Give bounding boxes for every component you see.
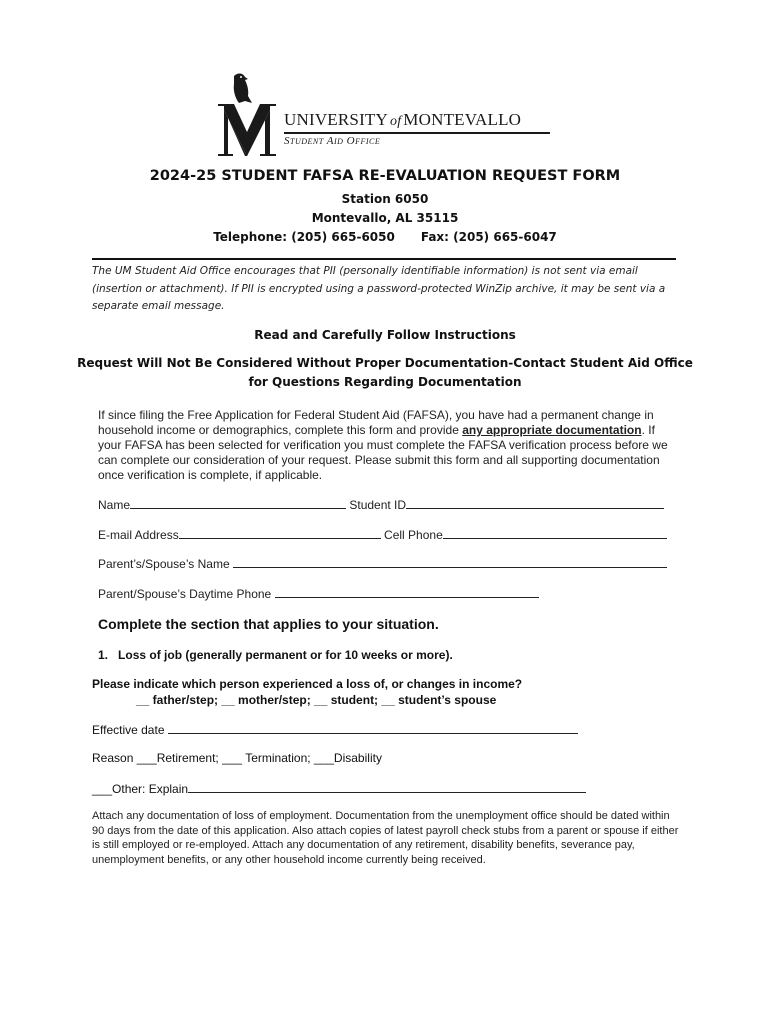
parent-name-row: [98, 556, 667, 571]
email-label: E-mail Address: [98, 528, 179, 542]
cell-phone-field[interactable]: [443, 527, 667, 539]
item1-label: Loss of job (generally permanent or for 10 weeks or more).: [118, 648, 453, 662]
other-explain-label: ___Other: Explain: [92, 782, 189, 796]
intro-paragraph: If since filing the Free Application for Federal Student Aid (FAFSA), you have had a permanent change in household income or demographics, complete this form and provide any appropriate documentation. If your FAFSA has been selected for verification you must complete the FAFSA verification process before we can complete our consideration of your request. Please submit this form and all supporting documentation once verification is complete, if applicable.: [98, 408, 668, 482]
item1-number: 1.: [98, 648, 109, 662]
documentation-emphasis: any appropriate documentation: [462, 423, 642, 437]
effective-date-row: [92, 722, 578, 737]
student-id-field[interactable]: [406, 497, 664, 509]
falcon-m-logo-icon: [212, 70, 292, 160]
email-row: [98, 527, 667, 542]
item1-heading: [98, 648, 453, 662]
other-explain-row: [92, 781, 586, 796]
person-options[interactable]: __ father/step; __ mother/step; __ student; __ student’s spouse: [136, 693, 497, 707]
parent-spouse-phone-field[interactable]: [275, 586, 539, 598]
parent-spouse-phone-label: Parent/Spouse’s Daytime Phone: [98, 587, 272, 601]
email-field[interactable]: [179, 527, 381, 539]
university-logo: [212, 70, 572, 160]
name-field[interactable]: [130, 497, 346, 509]
parent-phone-row: [98, 586, 539, 601]
reason-options[interactable]: Reason ___Retirement; ___ Termination; ___Disability: [92, 751, 382, 765]
name-label: Name: [98, 498, 131, 512]
documentation-warning-line2: for Questions Regarding Documentation: [248, 375, 522, 389]
university-name: UNIVERSITY of MONTEVALLO: [284, 110, 522, 129]
office-name: Student Aid Office: [284, 135, 381, 147]
pii-notice: The UM Student Aid Office encourages that PII (personally identifiable information) is not sent via email (insertion or attachment). If PII is encrypted using a password-protected WinZip archive, it may be sent via a separate email message.: [92, 265, 666, 312]
section-heading: Complete the section that applies to your situation.: [98, 616, 439, 632]
name-row: [98, 497, 664, 512]
effective-date-label: Effective date: [92, 723, 165, 737]
contact-line: [0, 230, 770, 244]
documentation-warning-line1: Request Will Not Be Considered Without Proper Documentation-Contact Student Aid Office: [77, 356, 693, 370]
parent-spouse-name-field[interactable]: [233, 556, 667, 568]
income-change-question: Please indicate which person experienced a loss of, or changes in income?: [92, 677, 523, 691]
logo-divider: [284, 132, 550, 134]
fax: Fax: (205) 665-6047: [420, 230, 557, 244]
read-instructions: Read and Carefully Follow Instructions: [254, 328, 516, 342]
address-city: Montevallo, AL 35115: [311, 211, 459, 225]
other-explain-field[interactable]: [188, 781, 586, 793]
effective-date-field[interactable]: [168, 722, 578, 734]
cell-phone-label: Cell Phone: [384, 528, 443, 542]
address-station: Station 6050: [341, 192, 429, 206]
header-divider: [92, 258, 676, 260]
form-title: 2024-25 STUDENT FAFSA RE-EVALUATION REQUEST FORM: [149, 168, 621, 184]
telephone: Telephone: (205) 665-6050: [213, 230, 395, 244]
attach-documentation-paragraph: Attach any documentation of loss of employment. Documentation from the unemployment office should be dated within 90 days from the date of this application. Also attach copies of latest payroll check stubs from a parent or spouse if either is still employed or re-employed. Attach any documentation of any retirement, disability benefits, severance pay, unemployment benefits, or any other household income currently being received.: [92, 810, 679, 866]
parent-spouse-name-label: Parent’s/Spouse’s Name: [98, 557, 230, 571]
student-id-label: Student ID: [349, 498, 407, 512]
